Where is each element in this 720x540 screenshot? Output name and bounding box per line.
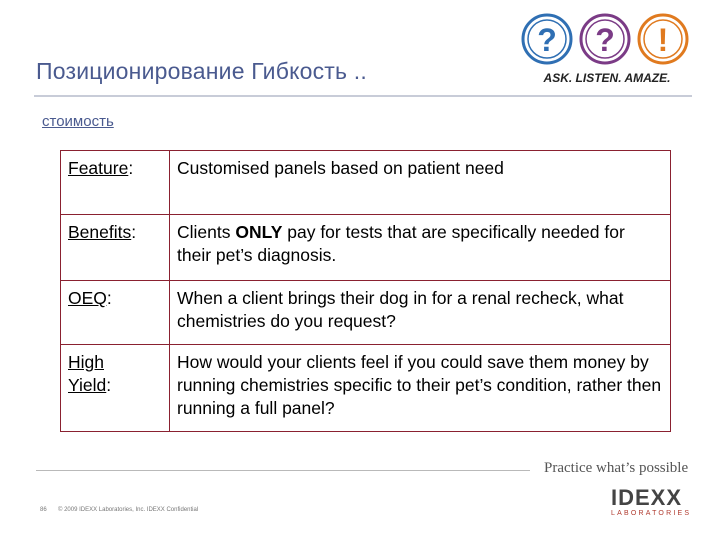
question-mark-blue-icon bbox=[523, 15, 571, 63]
copyright-notice: © 2009 IDEXX Laboratories, Inc. IDEXX Confidential bbox=[58, 507, 199, 513]
footer-divider bbox=[36, 470, 530, 471]
ask-listen-amaze-logo bbox=[517, 12, 697, 88]
row-label: Feature bbox=[68, 158, 129, 178]
page-title: Позиционирование Гибкость .. bbox=[36, 58, 367, 84]
table-row: OEQ: When a client brings their dog in for a renal recheck, what chemistries do you request? bbox=[61, 281, 671, 345]
footer-tagline: Practice what’s possible bbox=[544, 460, 689, 476]
page-number: 86 bbox=[40, 507, 47, 513]
feature-benefit-table bbox=[60, 150, 671, 432]
idexx-logo bbox=[611, 487, 693, 519]
row-label: OEQ bbox=[68, 288, 107, 308]
logo-tagline: ASK. LISTEN. AMAZE. bbox=[543, 71, 671, 85]
exclamation-orange-icon bbox=[639, 15, 687, 63]
question-mark-purple-icon bbox=[581, 15, 629, 63]
table-row: High Yield: How would your clients feel if you could save them money by running chemistries specific to their pet’s condition, rather then running a full panel? bbox=[61, 345, 671, 432]
logo-glyph-3: ! bbox=[657, 22, 669, 58]
page-subtitle: стоимость bbox=[42, 113, 114, 130]
row-label: Benefits bbox=[68, 222, 132, 242]
row-label-line-1: High bbox=[68, 352, 104, 372]
table-row: Benefits: Clients ONLY pay for tests that are specifically needed for their pet’s diagnosis. bbox=[61, 215, 671, 281]
row-text: Clients ONLY pay for tests that are specifically needed for their pet’s diagnosis. bbox=[170, 215, 671, 281]
row-text: How would your clients feel if you could save them money by running chemistries specific to their pet’s condition, rather then running a full panel? bbox=[170, 345, 671, 432]
logo-glyph-1: ? bbox=[537, 22, 557, 58]
table-row: Feature: Customised panels based on patient need bbox=[61, 151, 671, 215]
row-label-line-2: Yield bbox=[68, 375, 107, 395]
idexx-brand-sub: LABORATORIES bbox=[611, 510, 692, 517]
title-divider bbox=[34, 95, 692, 97]
logo-glyph-2: ? bbox=[595, 22, 615, 58]
emphasis-only: ONLY bbox=[235, 222, 283, 242]
row-text: When a client brings their dog in for a renal recheck, what chemistries do you request? bbox=[170, 281, 671, 345]
row-text: Customised panels based on patient need bbox=[170, 151, 671, 215]
idexx-brand: IDEXX bbox=[611, 485, 683, 510]
